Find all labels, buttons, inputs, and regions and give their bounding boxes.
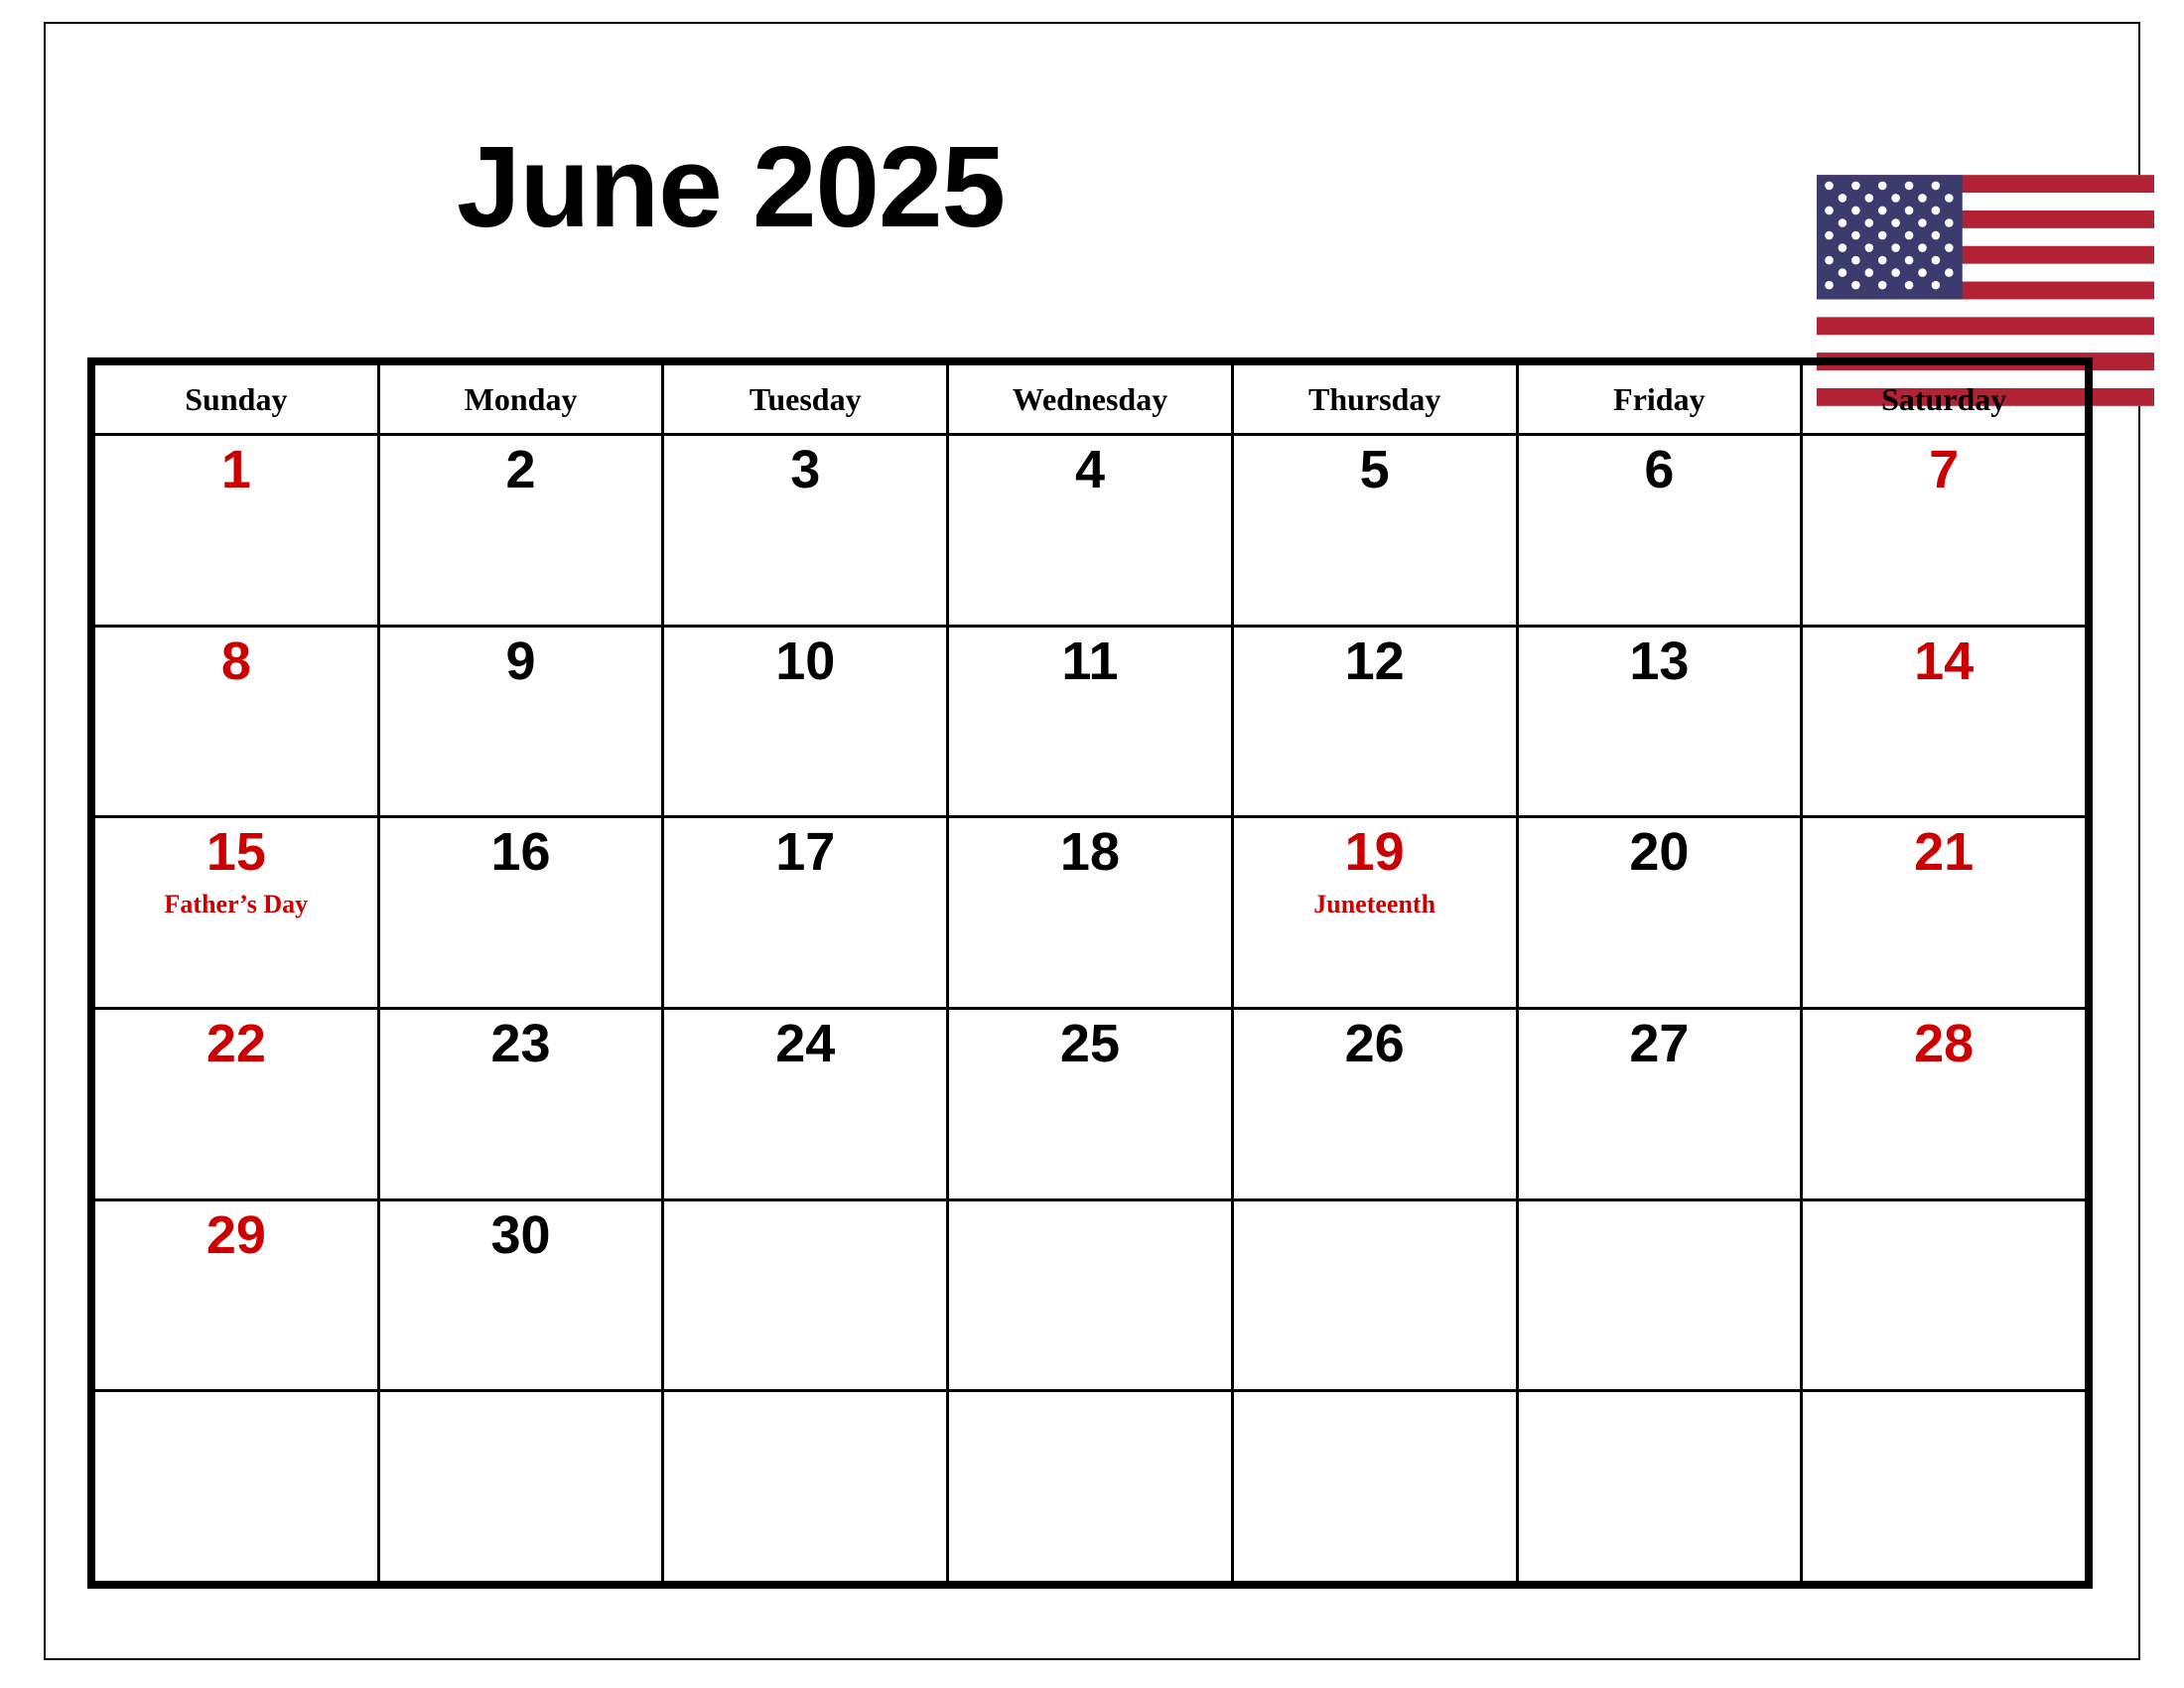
day-number: 24 bbox=[775, 1013, 836, 1073]
calendar-day-cell[interactable] bbox=[1802, 626, 2087, 817]
calendar-day-cell[interactable] bbox=[94, 817, 379, 1009]
calendar-week-row bbox=[94, 626, 2087, 817]
weekday-header-tuesday: Tuesday bbox=[663, 364, 948, 435]
day-number: 17 bbox=[775, 822, 836, 883]
calendar-day-cell[interactable] bbox=[1232, 1199, 1517, 1391]
calendar-day-cell[interactable] bbox=[378, 435, 663, 627]
calendar-table bbox=[92, 362, 2088, 1584]
calendar-body bbox=[94, 435, 2087, 1583]
day-number: 1 bbox=[220, 440, 251, 499]
calendar-week-row bbox=[94, 1199, 2087, 1391]
calendar-day-cell[interactable] bbox=[1517, 626, 1802, 817]
calendar-header bbox=[89, 119, 2095, 308]
calendar-day-cell[interactable] bbox=[1802, 1391, 2087, 1583]
calendar-day-cell[interactable] bbox=[948, 817, 1233, 1009]
day-number: 4 bbox=[1074, 440, 1105, 499]
weekday-header-row bbox=[94, 364, 2087, 435]
weekday-header-monday: Monday bbox=[378, 364, 663, 435]
day-number: 29 bbox=[205, 1204, 266, 1265]
calendar-day-cell[interactable] bbox=[1802, 817, 2087, 1009]
page-title: June 2025 bbox=[457, 122, 1006, 251]
calendar-day-cell[interactable] bbox=[1232, 817, 1517, 1009]
calendar-day-cell[interactable] bbox=[1517, 1008, 1802, 1199]
day-number: 18 bbox=[1059, 822, 1120, 883]
calendar-day-cell[interactable] bbox=[948, 626, 1233, 817]
day-number: 20 bbox=[1629, 822, 1690, 883]
calendar-day-cell[interactable] bbox=[378, 626, 663, 817]
day-number: 25 bbox=[1059, 1013, 1120, 1073]
day-number: 12 bbox=[1344, 631, 1405, 691]
day-number: 7 bbox=[1929, 440, 1960, 499]
day-number: 28 bbox=[1914, 1013, 1975, 1073]
calendar-day-cell[interactable] bbox=[1232, 626, 1517, 817]
day-number: 13 bbox=[1629, 631, 1690, 691]
calendar-day-cell[interactable] bbox=[1232, 1391, 1517, 1583]
day-number: 16 bbox=[490, 822, 551, 883]
calendar-day-cell[interactable] bbox=[1517, 435, 1802, 627]
calendar-day-cell[interactable] bbox=[1802, 1008, 2087, 1199]
weekday-header-wednesday: Wednesday bbox=[948, 364, 1233, 435]
calendar-day-cell[interactable] bbox=[663, 626, 948, 817]
calendar-day-cell[interactable] bbox=[948, 435, 1233, 627]
calendar-grid bbox=[87, 357, 2093, 1589]
calendar-day-cell[interactable] bbox=[1517, 1199, 1802, 1391]
calendar-day-cell[interactable] bbox=[1232, 1008, 1517, 1199]
calendar-day-cell[interactable] bbox=[663, 1008, 948, 1199]
weekday-header-sunday: Sunday bbox=[94, 364, 379, 435]
calendar-week-row bbox=[94, 435, 2087, 627]
day-number: 11 bbox=[1061, 631, 1119, 691]
calendar-day-cell[interactable] bbox=[1232, 435, 1517, 627]
calendar-day-cell[interactable] bbox=[378, 817, 663, 1009]
day-number: 3 bbox=[790, 440, 821, 499]
day-number: 19 bbox=[1344, 822, 1405, 883]
day-number: 14 bbox=[1914, 631, 1975, 691]
day-number: 22 bbox=[205, 1013, 266, 1073]
calendar-day-cell[interactable] bbox=[378, 1391, 663, 1583]
calendar-week-row bbox=[94, 1008, 2087, 1199]
calendar-day-cell[interactable] bbox=[378, 1008, 663, 1199]
weekday-header-friday: Friday bbox=[1517, 364, 1802, 435]
day-event-label: Juneteenth bbox=[1313, 890, 1436, 918]
calendar-week-row bbox=[94, 1391, 2087, 1583]
day-number: 26 bbox=[1344, 1013, 1405, 1073]
day-number: 9 bbox=[505, 631, 536, 691]
day-number: 8 bbox=[220, 631, 251, 691]
calendar-day-cell[interactable] bbox=[1517, 817, 1802, 1009]
calendar-week-row bbox=[94, 817, 2087, 1009]
calendar-day-cell[interactable] bbox=[948, 1008, 1233, 1199]
day-number: 27 bbox=[1629, 1013, 1690, 1073]
day-number: 15 bbox=[205, 822, 266, 883]
day-number: 23 bbox=[490, 1013, 551, 1073]
calendar-day-cell[interactable] bbox=[378, 1199, 663, 1391]
calendar-day-cell[interactable] bbox=[663, 817, 948, 1009]
day-number: 10 bbox=[775, 631, 836, 691]
calendar-day-cell[interactable] bbox=[948, 1199, 1233, 1391]
day-number: 21 bbox=[1914, 822, 1975, 883]
calendar-day-cell[interactable] bbox=[94, 626, 379, 817]
calendar-day-cell[interactable] bbox=[1517, 1391, 1802, 1583]
calendar-day-cell[interactable] bbox=[94, 1199, 379, 1391]
day-number: 6 bbox=[1644, 440, 1675, 499]
calendar-day-cell[interactable] bbox=[94, 435, 379, 627]
calendar-day-cell[interactable] bbox=[663, 1391, 948, 1583]
calendar-day-cell[interactable] bbox=[94, 1008, 379, 1199]
calendar-day-cell[interactable] bbox=[948, 1391, 1233, 1583]
calendar-day-cell[interactable] bbox=[663, 1199, 948, 1391]
day-event-label: Father’s Day bbox=[164, 890, 309, 918]
day-number: 2 bbox=[505, 440, 536, 499]
day-number: 5 bbox=[1359, 440, 1390, 499]
calendar-day-cell[interactable] bbox=[94, 1391, 379, 1583]
weekday-header-thursday: Thursday bbox=[1232, 364, 1517, 435]
day-number: 30 bbox=[490, 1204, 551, 1265]
weekday-header-saturday: Saturday bbox=[1802, 364, 2087, 435]
calendar-day-cell[interactable] bbox=[663, 435, 948, 627]
calendar-day-cell[interactable] bbox=[1802, 435, 2087, 627]
calendar-day-cell[interactable] bbox=[1802, 1199, 2087, 1391]
